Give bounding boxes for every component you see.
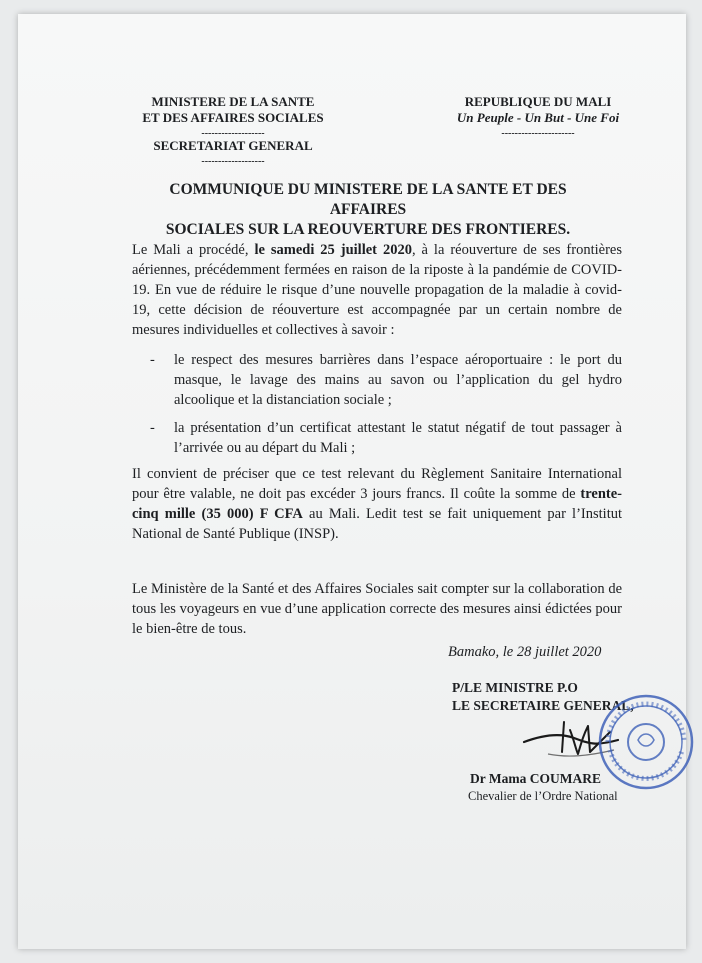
header-divider-2: ------------------- xyxy=(201,156,265,167)
bullet-mark: - xyxy=(150,420,155,436)
bullet-text-certificate: la présentation d’un certificat attestant le statut négatif de tout passager à l’arrivée ou au départ du Mali ; xyxy=(174,420,622,456)
signatory-title-2: LE SECRETAIRE GENERAL, xyxy=(452,698,634,713)
intro-text-end: , à la réouverture de ses frontières aériennes, précédemment fermées en raison de la riposte à la pandémie de COVID-19. En vue de réduire le risque d’une nouvelle propagation de la maladie à covid-19, cette décision de réouverture est accompagnée par un certain nombre de mesures individuelles et collectives à savoir : xyxy=(132,242,622,338)
republic-name: REPUBLIQUE DU MALI xyxy=(464,94,612,109)
ministry-name-line1: MINISTERE DE LA SANTE xyxy=(151,94,315,109)
intro-paragraph xyxy=(132,240,622,340)
signature-date: Bamako, le 28 juillet 2020 xyxy=(448,644,602,660)
reopening-date: le samedi 25 juillet 2020 xyxy=(254,242,412,258)
document-title xyxy=(138,180,598,240)
list-item xyxy=(150,350,624,414)
republic-header xyxy=(438,94,638,139)
title-line-2: SOCIALES SUR LA REOUVERTURE DES FRONTIERES. xyxy=(165,221,571,238)
signatory-honor: Chevalier de l’Ordre National xyxy=(468,789,618,803)
test-cost: trente-cinq mille (35 000) F CFA xyxy=(132,486,622,522)
bullet-mark: - xyxy=(150,352,155,368)
ministry-header xyxy=(118,94,348,139)
closing-paragraph: Le Ministère de la Santé et des Affaires Sociales sait compter sur la collaboration de tous les voyageurs en vue d’une application correcte des mesures ainsi édictées pour le bien-être de tous. xyxy=(132,581,622,637)
ministry-name-line2: ET DES AFFAIRES SOCIALES xyxy=(142,110,324,125)
intro-text-start: Le Mali a procédé, xyxy=(132,242,255,258)
national-motto: Un Peuple - Un But - Une Foi xyxy=(456,110,620,125)
document-page xyxy=(18,14,686,949)
signatory-title-1: P/LE MINISTRE P.O xyxy=(452,680,578,695)
header-divider-1: ------------------- xyxy=(201,128,265,139)
secretariat-header xyxy=(118,138,348,167)
test-text-end: au Mali. Ledit test se fait uniquement par l’Institut National de Santé Publique (INSP). xyxy=(132,506,622,542)
official-seal-icon xyxy=(596,692,696,792)
test-paragraph xyxy=(132,464,622,544)
list-item xyxy=(150,418,624,462)
header-divider-3: ---------------------- xyxy=(501,128,575,139)
signatory-name: Dr Mama COUMARE xyxy=(470,771,601,786)
title-line-1: COMMUNIQUE DU MINISTERE DE LA SANTE ET DES AFFAIRES xyxy=(169,181,567,218)
secretariat-name: SECRETARIAT GENERAL xyxy=(153,138,313,153)
test-text-start: Il convient de préciser que ce test relevant du Règlement Sanitaire International pour être valable, ne doit pas excéder 3 jours francs. Il coûte la somme de xyxy=(132,466,622,502)
bullet-text-barrier-measures: le respect des mesures barrières dans l’espace aéroportuaire : le port du masque, le lavage des mains au savon ou l’application du gel hydro alcoolique et la distanciation sociale ; xyxy=(174,352,622,408)
